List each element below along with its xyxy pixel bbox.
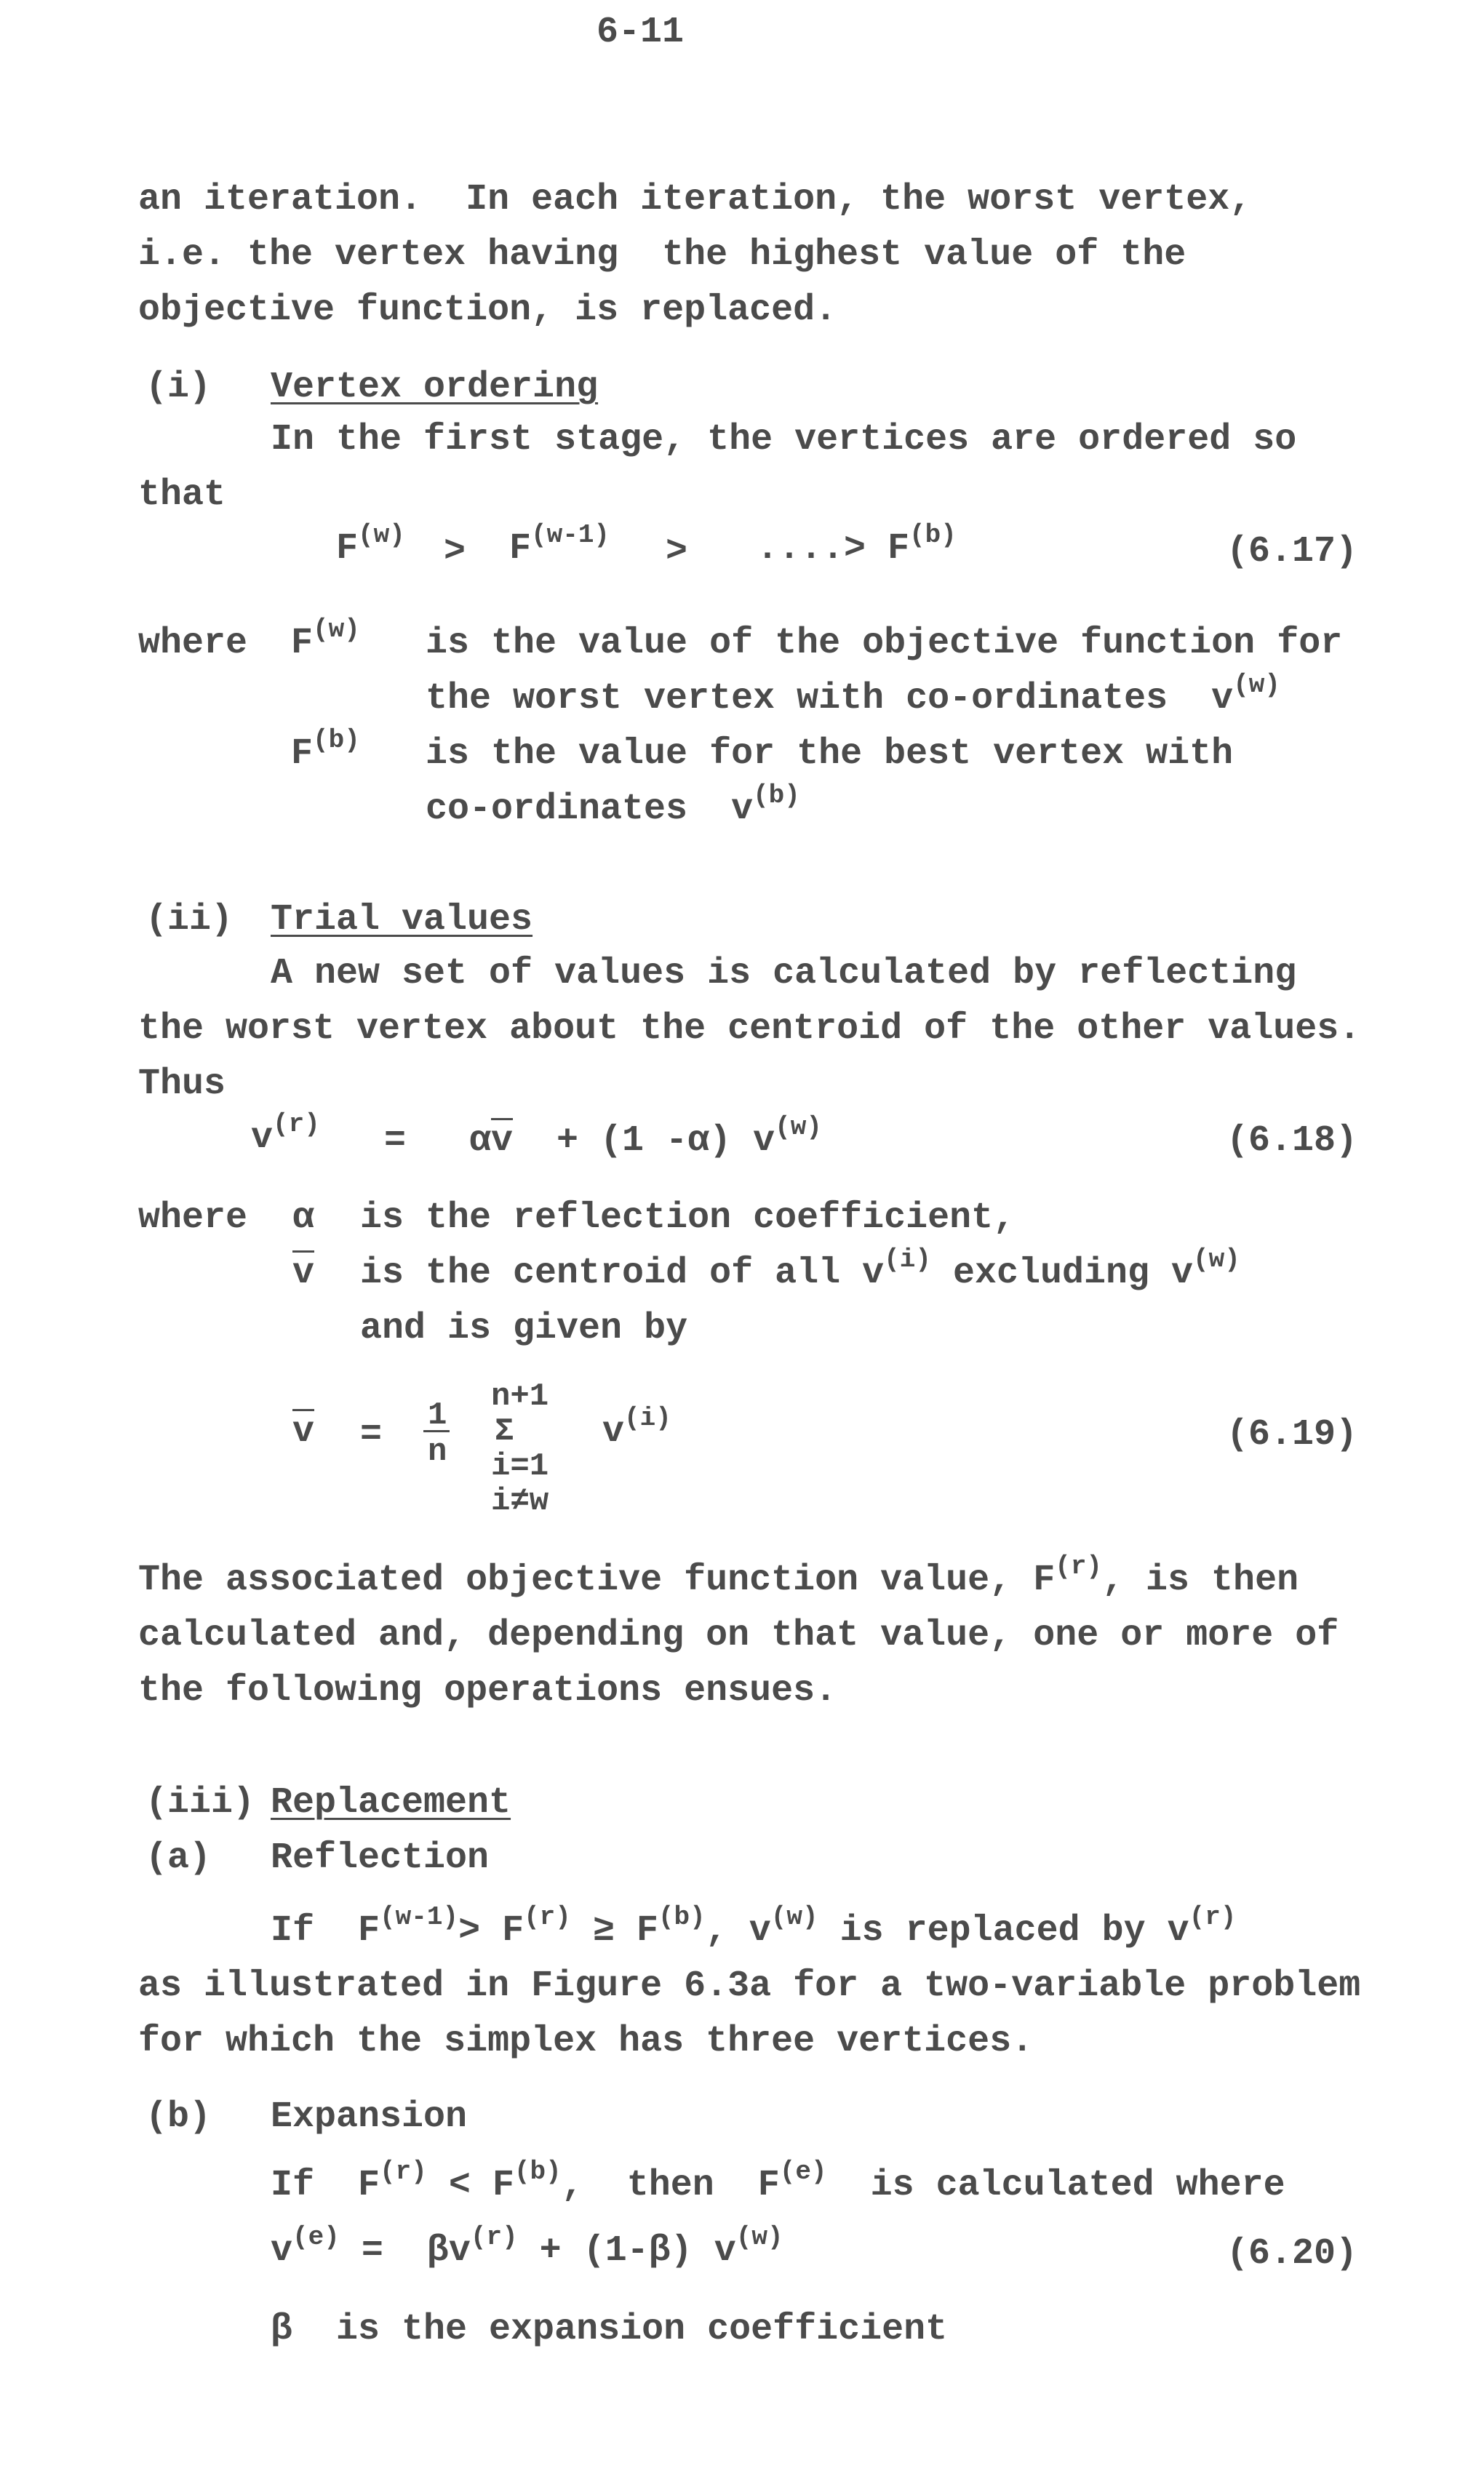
where-desc-2a: is the value for the best vertex with <box>426 733 1234 775</box>
page-number: 6-11 <box>597 12 685 53</box>
after-line-2: calculated and, depending on that value, one or more of <box>138 1615 1339 1656</box>
subsection-b-number: (b) <box>145 2096 212 2138</box>
section-i-line-1: In the first stage, the vertices are ordered so <box>271 419 1297 460</box>
subsection-b-heading: Expansion <box>271 2096 468 2138</box>
section-ii-heading: Trial values <box>271 899 533 941</box>
after-line-1: The associated objective function value, $F^{(r)}$, is then <box>138 1552 1299 1601</box>
section-iii-number: (iii) <box>145 1782 255 1824</box>
equation-6-17: $F^{(w)}$ <box>336 520 405 570</box>
reflection-line-2: as illustrated in Figure 6.3a for a two-variable problem <box>138 1965 1361 2007</box>
eq618-number: (6.18) <box>1226 1120 1358 1162</box>
where-label-2: where <box>138 1197 248 1239</box>
eq619-number: (6.19) <box>1226 1414 1358 1456</box>
section-iii-heading: Replacement <box>271 1782 511 1824</box>
eq617-number: (6.17) <box>1226 531 1358 572</box>
where-desc-2b: co-ordinates $v^{(b)}$ <box>426 781 800 830</box>
section-i-heading: Vertex ordering <box>271 367 599 408</box>
eq619-term: $v^{(i)}$ <box>602 1403 671 1453</box>
after-line-3: the following operations ensues. <box>138 1670 837 1712</box>
eq618-rhs: $\alpha\overline{v} + (1$ -α) $v^{(w)}$ <box>469 1112 822 1162</box>
where-symbol-fb: $F^{(b)}$ <box>291 725 360 775</box>
where2-desc-3: and is given by <box>360 1308 688 1349</box>
eq620-number: (6.20) <box>1226 2233 1358 2275</box>
eq619-sum-bottom-2: i≠w <box>491 1483 549 1520</box>
where2-alpha: α <box>292 1197 315 1239</box>
eq617-gt-2: > <box>666 531 688 572</box>
eq617-term-3: ....> $F^{(b)}$ <box>757 520 957 570</box>
where-symbol-fw: $F^{(w)}$ <box>291 615 360 664</box>
eq619-frac-num: 1 <box>428 1397 447 1434</box>
subsection-a-number: (a) <box>145 1837 212 1879</box>
where2-vbar: $\overline{v}$ <box>292 1253 315 1294</box>
eq619-sum-sign: Σ <box>495 1413 514 1450</box>
eq619-sum-top: n+1 <box>491 1378 549 1415</box>
reflection-condition: If $F^{(w-1)}> F^{(r)} \ge F^{(b)}$, $v^{(w)}$ is replaced by $v^{(r)}$ <box>271 1902 1237 1952</box>
section-i-line-2: that <box>138 474 226 516</box>
eq617-gt-1: > <box>444 531 466 572</box>
section-ii-number: (ii) <box>145 899 234 941</box>
eq619-lhs: $\overline{v}$ <box>292 1411 315 1453</box>
eq619-equals: = <box>360 1414 383 1456</box>
intro-line-3: objective function, is replaced. <box>138 290 837 331</box>
eq619-frac-bar <box>423 1430 450 1432</box>
equation-6-20: $v^{(e)} = \beta v^{(r)} + (1-\beta)$ $v^{(w)}$ <box>271 2222 783 2272</box>
reflection-line-3: for which the simplex has three vertices. <box>138 2021 1034 2062</box>
eq618-lhs: $v^{(r)}$ <box>251 1109 320 1159</box>
subsection-a-heading: Reflection <box>271 1837 490 1879</box>
where-label-1: where <box>138 623 248 664</box>
where-desc-1b: the worst vertex with co-ordinates $v^{(w)}$ <box>426 670 1280 719</box>
eq617-term-2: $F^{(w-1)}$ <box>509 520 610 570</box>
where2-desc-1: is the reflection coefficient, <box>360 1197 1016 1239</box>
eq619-frac-den: n <box>428 1434 447 1470</box>
section-i-number: (i) <box>145 367 212 408</box>
expansion-condition: If $F^{(r)} < F^{(b)}$, then $F^{(e)}$ is calculated where <box>271 2157 1285 2206</box>
beta-definition: β is the expansion coefficient <box>271 2309 948 2350</box>
eq618-equals: = <box>384 1120 407 1162</box>
vbar-symbol: $\overline{v}$ <box>491 1120 514 1162</box>
section-ii-line-2: the worst vertex about the centroid of the other values. <box>138 1008 1361 1050</box>
where-desc-1a: is the value of the objective function for <box>426 623 1343 664</box>
section-ii-line-3: Thus <box>138 1063 226 1105</box>
where2-desc-2: is the centroid of all $v^{(i)}$ excluding $v^{(w)}$ <box>360 1245 1240 1294</box>
eq619-sum-bottom-1: i=1 <box>491 1448 549 1485</box>
intro-line-1: an iteration. In each iteration, the worst vertex, <box>138 179 1252 220</box>
section-ii-line-1: A new set of values is calculated by reflecting <box>271 953 1297 994</box>
intro-line-2: i.e. the vertex having the highest value of the <box>138 234 1186 276</box>
